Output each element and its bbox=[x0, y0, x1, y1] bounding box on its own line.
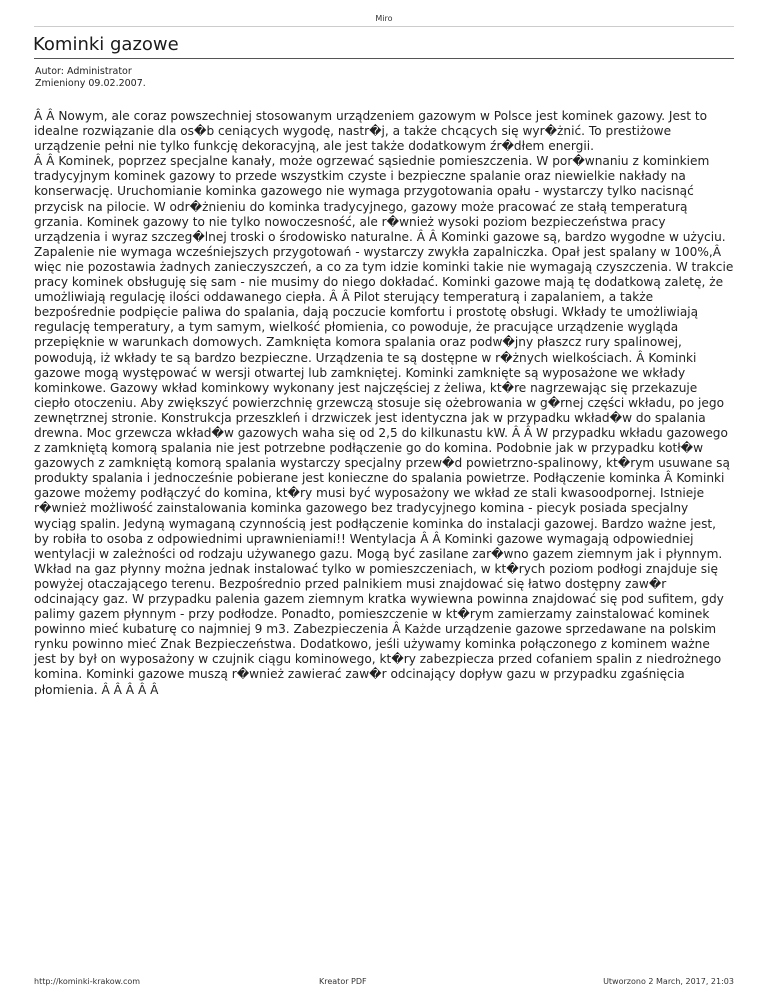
footer-generator: Kreator PDF bbox=[319, 977, 367, 986]
running-header bbox=[0, 14, 768, 23]
page-title: Kominki gazowe bbox=[33, 34, 179, 55]
article-meta bbox=[35, 66, 146, 89]
article-paragraph-intro: Â Â Nowym, ale coraz powszechniej stosowanym urządzeniem gazowym w Polsce jest kominek gazowy. Jest to idealne rozwiązanie dla os�b ceniących wygodę, nastr�j, a także chcących się wyr�żnić. To prestiżowe urządzenie pełni nie tylko funkcję dekoracyjną, ale jest także dodatkowym źr�dłem energii. bbox=[34, 109, 708, 154]
modified-line: Zmieniony 09.02.2007. bbox=[35, 77, 146, 89]
footer-created-date: Utworzono 2 March, 2017, 21:03 bbox=[603, 977, 734, 986]
header-site-name: Miro bbox=[375, 14, 393, 23]
header-divider bbox=[34, 26, 734, 27]
article-paragraph-main: Â Â Kominek, poprzez specjalne kanały, może ogrzewać sąsiednie pomieszczenia. W por�wnaniu z kominkiem tradycyjnym kominek gazowy to przede wszystkim czyste i bezpieczne spalanie oraz niewielkie nakłady na konserwację. Uruchomianie kominka gazowego nie wymaga przygotowania opału - wystarczy tylko nacisnąć przycisk na pilocie. W odr�żnieniu do kominka tradycyjnego, gazowy może pracować ze stałą temperaturą grzania. Kominek gazowy to nie tylko nowoczesność, ale r�wnież wysoki poziom bezpieczeństwa pracy urządzenia i wyraz szczeg�lnej troski o środowisko naturalne. Â Â Kominki gazowe są, bardzo wygodne w użyciu. Zapalenie nie wymaga wcześniejszych przygotowań - wystarczy zwykła zapalniczka. Opał jest spalany w 100%,Â więc nie pozostawia żadnych zanieczyszczeń, a co za tym idzie kominki takie nie wymagają czyszczenia. W trakcie pracy kominek obsługuję się sam - nie musimy do niego dokładać. Kominki gazowe mają tę dodatkową zaletę, że umożliwiają regulację ilości oddawanego ciepła. Â Â Pilot sterujący temperaturą i zapalaniem, a także bezpośrednie podpięcie paliwa do spalania, dają poczucie komfortu i prostotę obsługi. Wkłady te umożliwiają regulację temperatury, a tym samym, wielkość płomienia, co powoduje, że pracujące urządzenie wygląda przepięknie w warunkach domowych. Zamknięta komora spalania oraz podw�jny płaszcz rury spalinowej, powodują, iż wkłady te są bardzo bezpieczne. Urządzenia te są dostępne w r�żnych wielkościach. Â Kominki gazowe mogą występować w wersji otwartej lub zamkniętej. Kominki zamknięte są wyposażone we wkłady kominkowe. Gazowy wkład kominkowy wykonany jest najczęściej z żeliwa, kt�re nagrzewając się przekazuje ciepło otoczeniu. Aby zwiększyć powierzchnię grzewczą stosuje się ożebrowania w g�rnej części wkładu, po jego zewnętrznej stronie. Konstrukcja przeszkleń i drzwiczek jest identyczna jak w przypadku wkład�w do spalania drewna. Moc grzewcza wkład�w gazowych waha się od 2,5 do kilkunastu kW. Â Â W przypadku wkładu gazowego z zamkniętą komorą spalania nie jest potrzebne podłączenie go do komina. Podobnie jak w przypadku kotł�w gazowych z zamkniętą komorą spalania wystarczy specjalny przew�d powietrzno-spalinowy, kt�rym usuwane są produkty spalania i jednocześnie pobierane jest konieczne do spalania powietrze. Podłączenie kominka Â Kominki gazowe możemy podłączyć do komina, kt�ry musi być wyposażony we wkład ze stali kwasoodpornej. Istnieje r�wnież możliwość zainstalowania kominka gazowego bez tradycyjnego komina - piecyk posiada specjalny wyciąg spalin. Jedyną wymaganą czynnością jest podłączenie kominka do instalacji gazowej. Bardzo ważne jest, by robiła to osoba z odpowiednimi uprawnieniami!! Wentylacja Â Â Kominki gazowe wymagają odpowiedniej wentylacji w zależności od rodzaju używanego gazu. Mogą być zasilane zar�wno gazem ziemnym jak i płynnym. Wkład na gaz płynny można jednak instalować tylko w pomieszczeniach, w kt�rych poziom podłogi znajduje się powyżej otaczającego terenu. Bezpośrednio przed palnikiem musi znajdować się łatwo dostępny zaw�r odcinający gaz. W przypadku palenia gazem ziemnym kratka wywiewna powinna znajdować się pod sufitem, gdy palimy gazem płynnym - przy podłodze. Ponadto, pomieszczenie w kt�rym zamierzamy zainstalować kominek powinno mieć kubaturę co najmniej 9 m3. Zabezpieczenia Â Każde urządzenie gazowe sprzedawane na polskim rynku powinno mieć Znak Bezpieczeństwa. Dodatkowo, jeśli używamy kominka połączonego z kominem ważne jest by był on wyposażony w czujnik ciągu kominowego, kt�ry zabezpiecza przed cofaniem spalin z niedrożnego komina. Kominki gazowe muszą r�wnież zawierać zaw�r odcinający dopływ gazu w przypadku zgaśnięcia płomienia. Â Â Â Â Â bbox=[34, 154, 734, 697]
footer-url: http://kominki-krakow.com bbox=[34, 977, 141, 986]
author-line: Autor: Administrator bbox=[35, 66, 132, 77]
title-divider bbox=[34, 58, 734, 59]
article-body bbox=[34, 109, 734, 698]
